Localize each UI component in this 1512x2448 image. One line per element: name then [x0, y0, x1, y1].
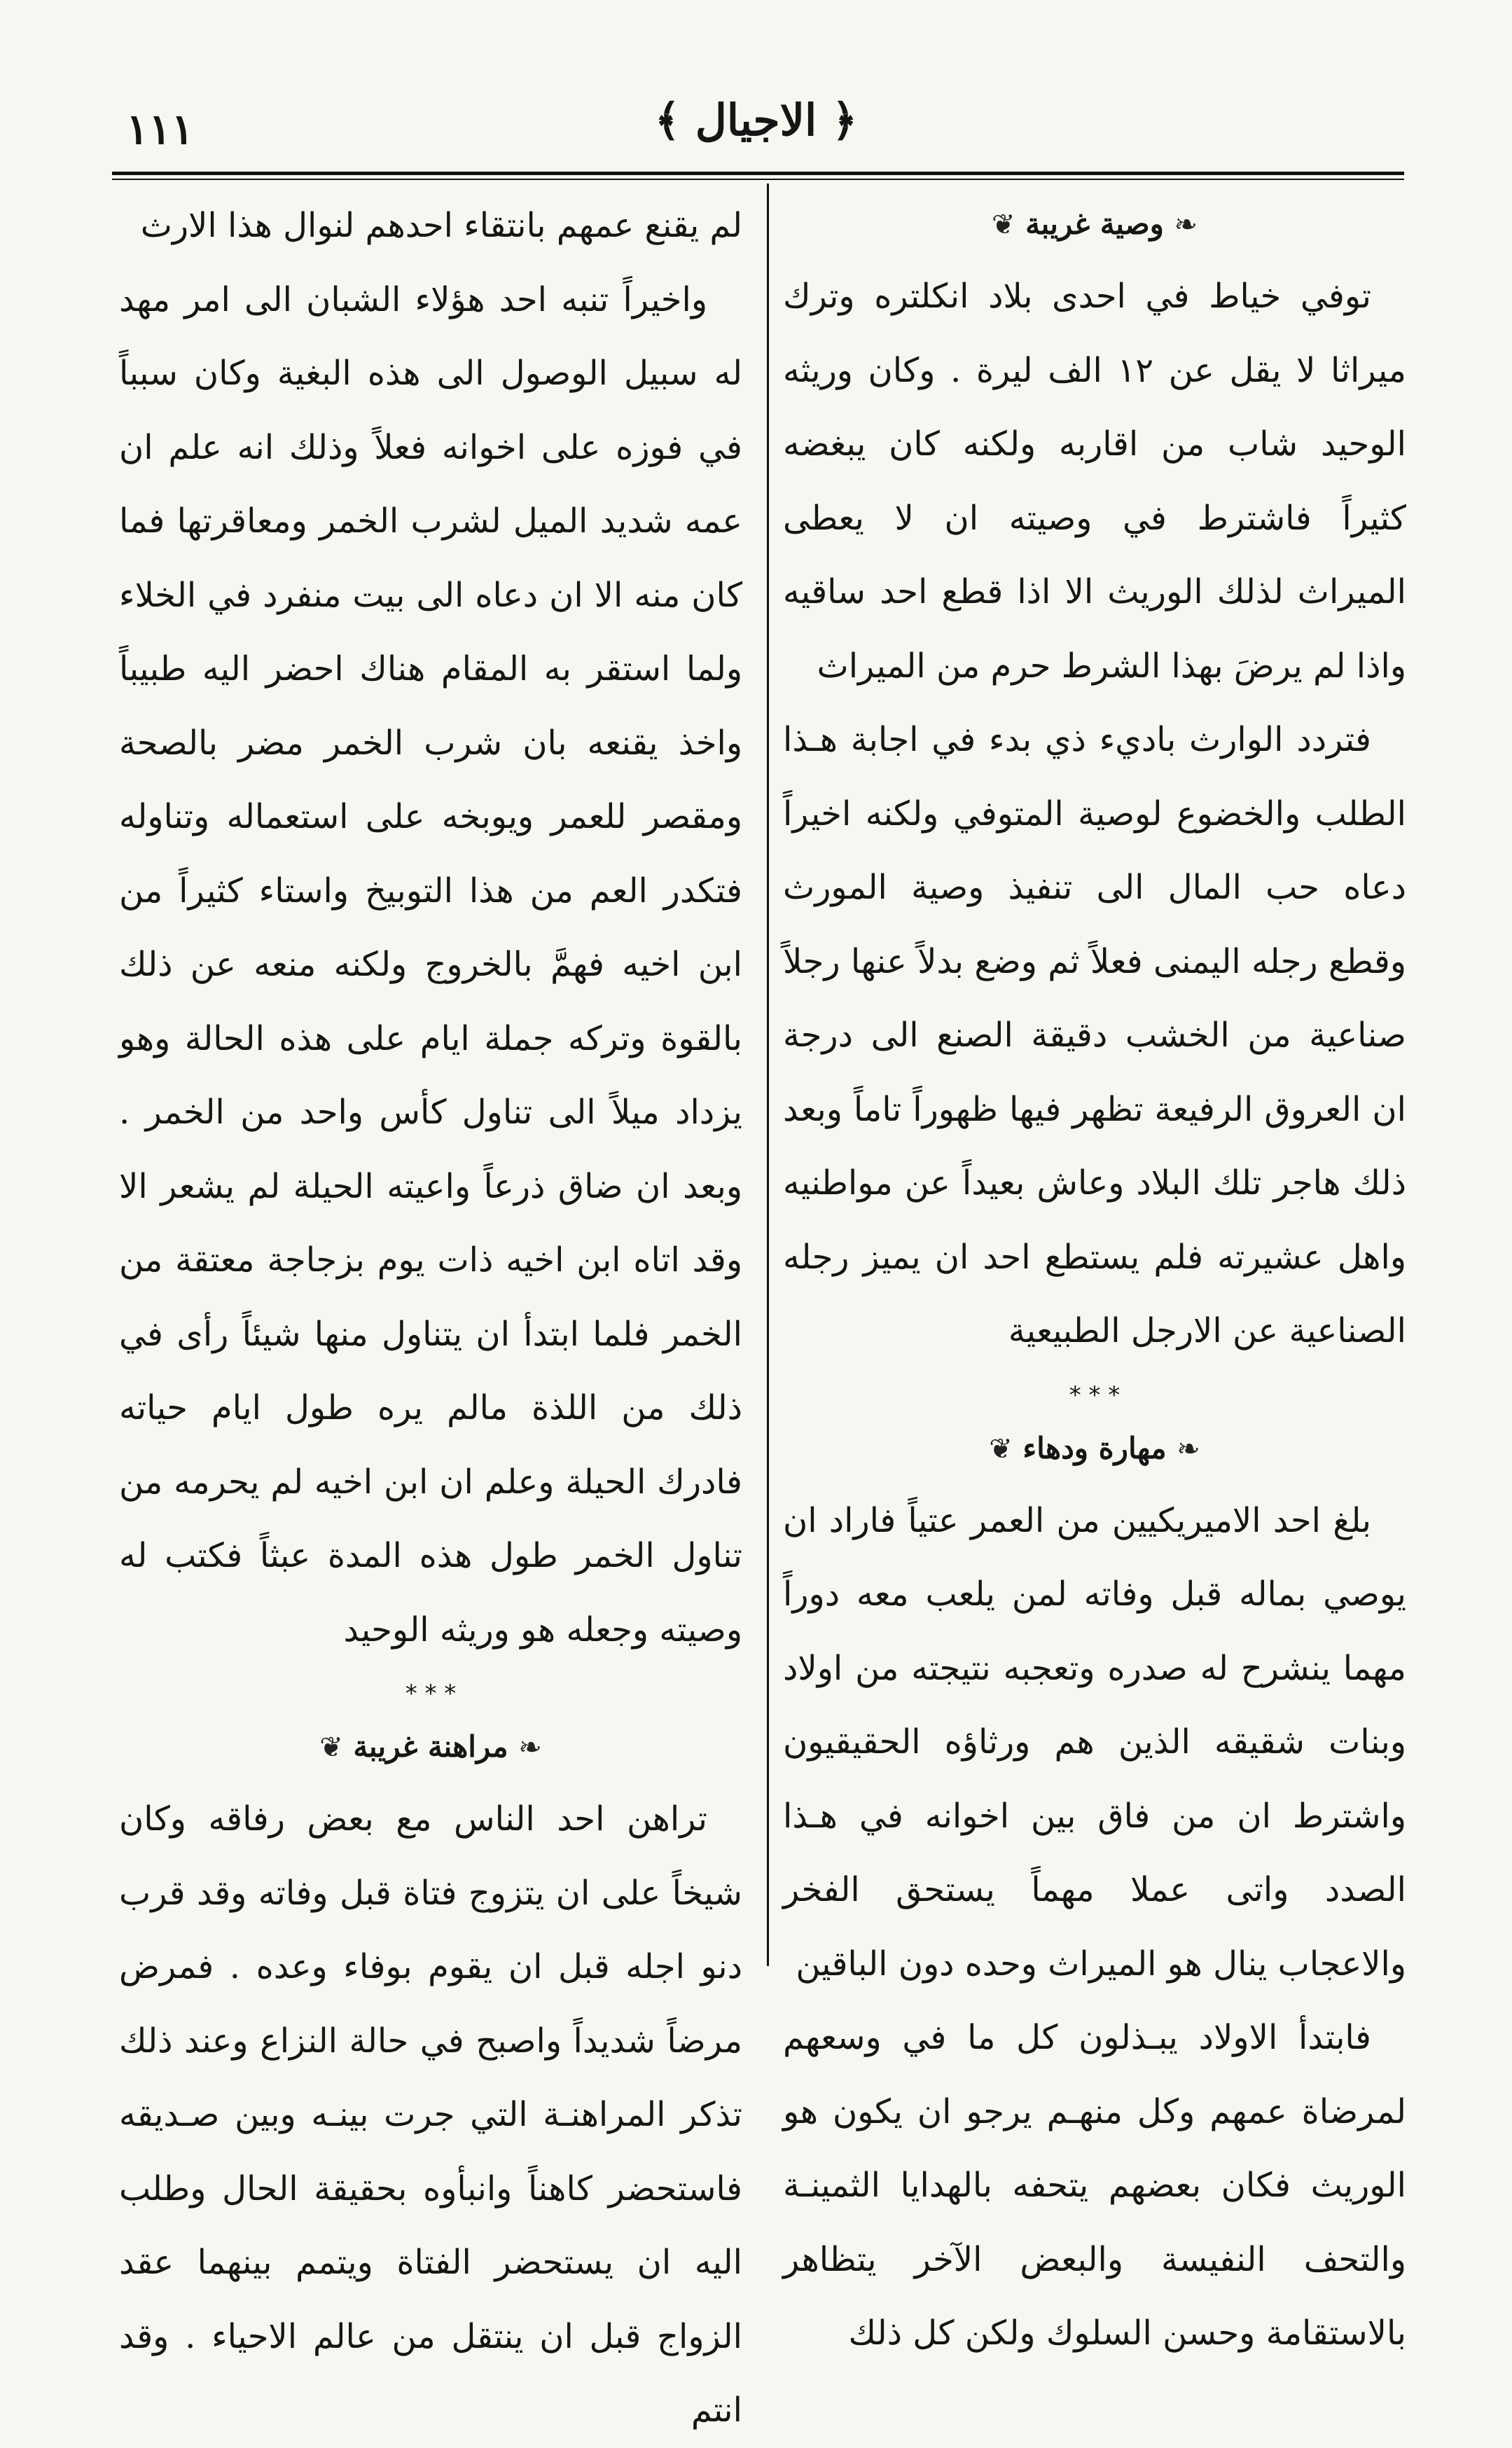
column-divider: [767, 184, 769, 1966]
article-title: مراهنة غريبة: [353, 1729, 508, 1764]
running-title: ﴿ الاجيال ﴾: [654, 95, 858, 146]
ornament-icon: ❧: [1177, 1432, 1200, 1465]
ornament-icon: ❦: [319, 1731, 343, 1764]
article-paragraph: واخيراً تنبه احد هؤلاء الشبان الى امر مهد له سبيل الوصول الى هذه البغية وكان سبباً في فوزه على اخوانه فعلاً وذلك انه علم ان عمه شديد الميل لشرب الخمر ومعاقرتها فما كان منه الا ان دعاه الى بيت منفرد في الخلاء ولما استقر به المقام هناك احضر اليه طبيباً واخذ يقنعه بان شرب الخمر مضر بالصحة ومقصر للعمر ويوبخه على استعماله وتناوله فتكدر العم من هذا التوبيخ واستاء كثيراً من ابن اخيه فهمَّ بالخروج ولكنه منعه عن ذلك بالقوة وتركه جملة ايام على هذه الحالة وهو يزداد ميلاً الى تناول كأس واحد من الخمر . وبعد ان ضاق ذرعاً واعيته الحيلة لم يشعر الا وقد اتاه ابن اخيه ذات يوم بزجاجة معتقة من الخمر فلما ابتدأ ان يتناول منها شيئاً رأى في ذلك من اللذة مالم يره طول ايام حياته فادرك الحيلة وعلم ان ابن اخيه لم يحرمه من تناول الخمر طول هذه المدة عبثاً فكتب له وصيته وجعله هو وريثه الوحيد: [119, 279, 743, 1650]
article-paragraph: توفي خياط في احدى بلاد انكلتره وترك ميراثا لا يقل عن ١٢ الف ليرة . وكان وريثه الوحيد شاب من اقاربه ولكنه كان يبغضه كثيراً فاشترط في وصيته ان لا يعطى الميراث لذلك الوريث الا اذا قطع احد ساقيه واذا لم يرضَ بهذا الشرط حرم من الميراث: [783, 277, 1407, 686]
ornament-icon: ❦: [991, 209, 1015, 241]
article-heading: [783, 1413, 1406, 1484]
page-number: ١١١: [126, 105, 194, 154]
section-separator-stars: * * *: [1069, 1381, 1121, 1409]
left-column: [119, 189, 743, 2430]
continuation-line: لم يقنع عمهم بانتقاء احدهم لنوال هذا الارث: [140, 206, 742, 245]
article-paragraph: فابتدأ الاولاد يبـذلون كل ما في وسعهم لمرضاة عمهم وكل منهـم يرجو ان يكون هو الوريث فكان بعضهم يتحفه بالهدايا الثمينـة والتحف النفيسة والبعض الآخر يتظاهر بالاستقامة وحسن السلوك ولكن كل ذلك: [783, 2018, 1406, 2353]
article-heading: [119, 1712, 742, 1783]
ornament-icon: ❧: [1174, 209, 1198, 241]
article-title: مهارة ودهاء: [1022, 1430, 1167, 1465]
article-heading: [783, 189, 1406, 260]
ornament-icon: ❦: [989, 1432, 1013, 1465]
right-column: [783, 189, 1407, 2353]
header-rule: [112, 172, 1404, 180]
article-paragraph: بلغ احد الاميريكيين من العمر عتياً فاراد ان يوصي بماله قبل وفاته لمن يلعب معه دوراً مهما ينشرح له صدره وتعجبه نتيجته من اولاد وبنات شقيقه الذين هم ورثاؤه الحقيقيون واشترط ان من فاق بين اخوانه في هـذا الصدد واتى عملا مهماً يستحق الفخر والاعجاب ينال هو الميراث وحده دون الباقين: [783, 1500, 1406, 1984]
article-paragraph: تراهن احد الناس مع بعض رفاقه وكان شيخاً على ان يتزوج فتاة قبل وفاته وقد قرب دنو اجله قبل ان يقوم بوفاء وعده . فمرض مرضاً شديداً واصبح في حالة النزاع وعند ذلك تذكر المراهنـة التي جرت بينـه وبين صـديقه فاستحضر كاهناً وانبأوه بحقيقة الحال وطلب اليه ان يستحضر الفتاة ويتمم بينهما عقد الزواج قبل ان ينتقل من عالم الاحياء . وقد انتم: [119, 1799, 742, 2430]
article-paragraph: فتردد الوارث باديء ذي بدء في اجابة هـذا الطلب والخضوع لوصية المتوفي ولكنه اخيراً دعاه حب المال الى تنفيذ وصية المورث وقطع رجله اليمنى فعلاً ثم وضع بدلاً عنها رجلاً صناعية من الخشب دقيقة الصنع الى درجة ان العروق الرفيعة تظهر فيها ظهوراً تاماً وبعد ذلك هاجر تلك البلاد وعاش بعيداً عن مواطنيه واهل عشيرته فلم يستطع احد ان يميز رجله الصناعية عن الارجل الطبيعية: [783, 720, 1406, 1350]
section-separator-stars: * * *: [405, 1680, 457, 1708]
ornament-icon: ❧: [518, 1731, 542, 1764]
article-title: وصية غريبة: [1025, 207, 1164, 241]
